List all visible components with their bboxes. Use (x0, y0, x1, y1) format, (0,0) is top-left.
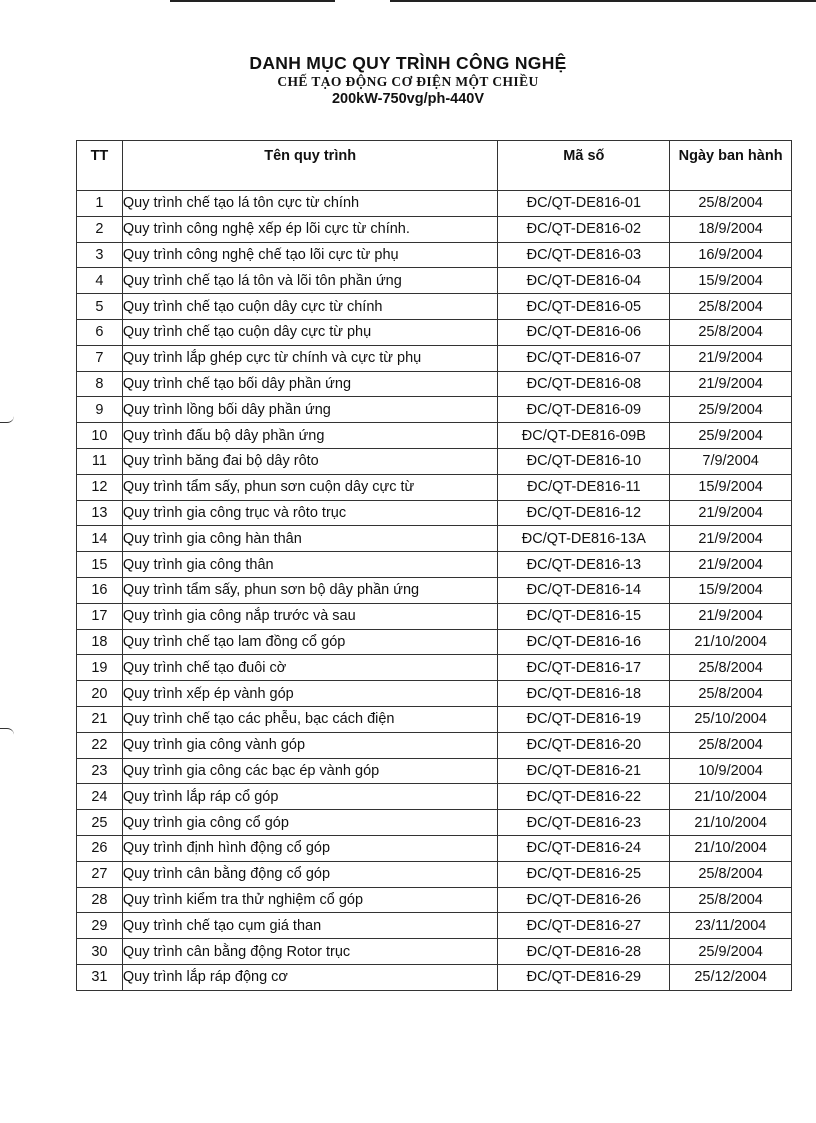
procedure-code: ĐC/QT-DE816-25 (498, 861, 670, 887)
issue-date: 25/10/2004 (670, 706, 792, 732)
procedure-name: Quy trình xếp ép vành góp (122, 681, 498, 707)
table-row (77, 397, 792, 423)
document-header (0, 52, 816, 109)
procedure-name: Quy trình tẩm sấy, phun sơn cuộn dây cực từ (122, 474, 498, 500)
procedure-code: ĐC/QT-DE816-21 (498, 758, 670, 784)
issue-date: 21/9/2004 (670, 526, 792, 552)
procedure-name: Quy trình công nghệ xếp ép lõi cực từ chính. (122, 216, 498, 242)
row-number: 13 (77, 500, 123, 526)
document-spec: 200kW-750vg/ph-440V (331, 91, 485, 107)
table-row (77, 552, 792, 578)
row-number: 16 (77, 577, 123, 603)
table-row (77, 191, 792, 217)
top-rule-left (170, 0, 335, 2)
procedure-name: Quy trình lắp ghép cực từ chính và cực từ phụ (122, 345, 498, 371)
row-number: 28 (77, 887, 123, 913)
procedure-name: Quy trình định hình động cổ góp (122, 835, 498, 861)
procedure-name: Quy trình lắp ráp cổ góp (122, 784, 498, 810)
row-number: 21 (77, 706, 123, 732)
issue-date: 15/9/2004 (670, 577, 792, 603)
margin-mark-upper (0, 416, 14, 423)
procedure-code: ĐC/QT-DE816-04 (498, 268, 670, 294)
issue-date: 16/9/2004 (670, 242, 792, 268)
issue-date: 18/9/2004 (670, 216, 792, 242)
procedure-name: Quy trình chế tạo các phễu, bạc cách điện (122, 706, 498, 732)
table-row (77, 913, 792, 939)
table-row (77, 706, 792, 732)
table-row (77, 861, 792, 887)
table-row (77, 448, 792, 474)
procedure-name: Quy trình chế tạo cuộn dây cực từ chính (122, 294, 498, 320)
procedure-code: ĐC/QT-DE816-01 (498, 191, 670, 217)
table-row (77, 345, 792, 371)
procedure-name: Quy trình chế tạo lam đồng cổ góp (122, 629, 498, 655)
table-row (77, 423, 792, 449)
procedure-name: Quy trình cân bằng động cổ góp (122, 861, 498, 887)
procedure-code: ĐC/QT-DE816-03 (498, 242, 670, 268)
row-number: 25 (77, 810, 123, 836)
procedure-code: ĐC/QT-DE816-26 (498, 887, 670, 913)
table-row (77, 500, 792, 526)
table-header-row (77, 141, 792, 191)
row-number: 9 (77, 397, 123, 423)
issue-date: 25/8/2004 (670, 732, 792, 758)
issue-date: 21/9/2004 (670, 603, 792, 629)
issue-date: 21/10/2004 (670, 810, 792, 836)
table-row (77, 681, 792, 707)
issue-date: 23/11/2004 (670, 913, 792, 939)
table-row (77, 526, 792, 552)
row-number: 24 (77, 784, 123, 810)
issue-date: 25/8/2004 (670, 191, 792, 217)
issue-date: 21/10/2004 (670, 835, 792, 861)
table-row (77, 887, 792, 913)
issue-date: 15/9/2004 (670, 474, 792, 500)
procedure-code: ĐC/QT-DE816-02 (498, 216, 670, 242)
row-number: 23 (77, 758, 123, 784)
row-number: 29 (77, 913, 123, 939)
procedure-name: Quy trình cân bằng động Rotor trục (122, 939, 498, 965)
procedure-code: ĐC/QT-DE816-07 (498, 345, 670, 371)
procedure-name: Quy trình lắp ráp động cơ (122, 964, 498, 990)
row-number: 31 (77, 964, 123, 990)
row-number: 10 (77, 423, 123, 449)
issue-date: 7/9/2004 (670, 448, 792, 474)
procedure-name: Quy trình gia công cổ góp (122, 810, 498, 836)
row-number: 4 (77, 268, 123, 294)
procedure-code: ĐC/QT-DE816-11 (498, 474, 670, 500)
row-number: 8 (77, 371, 123, 397)
issue-date: 21/9/2004 (670, 552, 792, 578)
issue-date: 21/9/2004 (670, 371, 792, 397)
issue-date: 21/10/2004 (670, 784, 792, 810)
procedure-name: Quy trình chế tạo cụm giá than (122, 913, 498, 939)
table-row (77, 268, 792, 294)
row-number: 15 (77, 552, 123, 578)
procedure-name: Quy trình công nghệ chế tạo lõi cực từ phụ (122, 242, 498, 268)
issue-date: 10/9/2004 (670, 758, 792, 784)
procedure-code: ĐC/QT-DE816-14 (498, 577, 670, 603)
document-subtitle: CHẾ TẠO ĐỘNG CƠ ĐIỆN MỘT CHIỀU (277, 74, 539, 89)
document-title: DANH MỤC QUY TRÌNH CÔNG NGHỆ (249, 53, 567, 73)
column-header-code: Mã số (498, 141, 670, 191)
row-number: 12 (77, 474, 123, 500)
procedure-code: ĐC/QT-DE816-28 (498, 939, 670, 965)
row-number: 27 (77, 861, 123, 887)
row-number: 22 (77, 732, 123, 758)
procedure-name: Quy trình lồng bối dây phần ứng (122, 397, 498, 423)
table-row (77, 216, 792, 242)
row-number: 6 (77, 319, 123, 345)
procedure-code: ĐC/QT-DE816-24 (498, 835, 670, 861)
procedure-name: Quy trình chế tạo đuôi cờ (122, 655, 498, 681)
procedure-code: ĐC/QT-DE816-06 (498, 319, 670, 345)
procedure-name: Quy trình gia công hàn thân (122, 526, 498, 552)
procedure-name: Quy trình gia công các bạc ép vành góp (122, 758, 498, 784)
row-number: 7 (77, 345, 123, 371)
procedure-code: ĐC/QT-DE816-05 (498, 294, 670, 320)
procedure-table (76, 140, 792, 991)
table-row (77, 371, 792, 397)
procedure-code: ĐC/QT-DE816-13A (498, 526, 670, 552)
procedure-name: Quy trình tẩm sấy, phun sơn bộ dây phần ứng (122, 577, 498, 603)
table-row (77, 939, 792, 965)
procedure-name: Quy trình chế tạo cuộn dây cực từ phụ (122, 319, 498, 345)
row-number: 3 (77, 242, 123, 268)
procedure-code: ĐC/QT-DE816-16 (498, 629, 670, 655)
issue-date: 25/12/2004 (670, 964, 792, 990)
procedure-name: Quy trình gia công trục và rôto trục (122, 500, 498, 526)
table-body (77, 191, 792, 991)
procedure-name: Quy trình kiểm tra thử nghiệm cổ góp (122, 887, 498, 913)
issue-date: 21/9/2004 (670, 345, 792, 371)
procedure-code: ĐC/QT-DE816-19 (498, 706, 670, 732)
procedure-name: Quy trình gia công thân (122, 552, 498, 578)
issue-date: 25/8/2004 (670, 681, 792, 707)
column-header-date: Ngày ban hành (670, 141, 792, 191)
procedure-code: ĐC/QT-DE816-12 (498, 500, 670, 526)
top-rule-right (390, 0, 816, 2)
procedure-code: ĐC/QT-DE816-18 (498, 681, 670, 707)
table-row (77, 603, 792, 629)
table-row (77, 784, 792, 810)
row-number: 5 (77, 294, 123, 320)
procedure-code: ĐC/QT-DE816-23 (498, 810, 670, 836)
row-number: 11 (77, 448, 123, 474)
row-number: 14 (77, 526, 123, 552)
procedure-name: Quy trình đấu bộ dây phần ứng (122, 423, 498, 449)
table-row (77, 964, 792, 990)
issue-date: 25/8/2004 (670, 861, 792, 887)
procedure-name: Quy trình gia công vành góp (122, 732, 498, 758)
issue-date: 25/9/2004 (670, 423, 792, 449)
table-row (77, 242, 792, 268)
row-number: 2 (77, 216, 123, 242)
row-number: 17 (77, 603, 123, 629)
margin-mark-lower (0, 728, 14, 735)
row-number: 19 (77, 655, 123, 681)
row-number: 1 (77, 191, 123, 217)
procedure-name: Quy trình gia công nắp trước và sau (122, 603, 498, 629)
table-row (77, 810, 792, 836)
procedure-code: ĐC/QT-DE816-17 (498, 655, 670, 681)
procedure-code: ĐC/QT-DE816-27 (498, 913, 670, 939)
procedure-code: ĐC/QT-DE816-13 (498, 552, 670, 578)
procedure-name: Quy trình chế tạo lá tôn cực từ chính (122, 191, 498, 217)
row-number: 20 (77, 681, 123, 707)
issue-date: 15/9/2004 (670, 268, 792, 294)
table-row (77, 294, 792, 320)
table-row (77, 577, 792, 603)
table-row (77, 474, 792, 500)
procedure-name: Quy trình băng đai bộ dây rôto (122, 448, 498, 474)
procedure-name: Quy trình chế tạo bối dây phần ứng (122, 371, 498, 397)
column-header-name: Tên quy trình (122, 141, 498, 191)
issue-date: 21/9/2004 (670, 500, 792, 526)
table-row (77, 835, 792, 861)
procedure-code: ĐC/QT-DE816-09B (498, 423, 670, 449)
column-header-tt: TT (77, 141, 123, 191)
row-number: 26 (77, 835, 123, 861)
issue-date: 21/10/2004 (670, 629, 792, 655)
table-row (77, 319, 792, 345)
issue-date: 25/8/2004 (670, 319, 792, 345)
procedure-code: ĐC/QT-DE816-09 (498, 397, 670, 423)
table-row (77, 732, 792, 758)
row-number: 18 (77, 629, 123, 655)
procedure-code: ĐC/QT-DE816-10 (498, 448, 670, 474)
procedure-code: ĐC/QT-DE816-22 (498, 784, 670, 810)
procedure-code: ĐC/QT-DE816-20 (498, 732, 670, 758)
procedure-code: ĐC/QT-DE816-08 (498, 371, 670, 397)
issue-date: 25/8/2004 (670, 887, 792, 913)
row-number: 30 (77, 939, 123, 965)
table-row (77, 758, 792, 784)
procedure-code: ĐC/QT-DE816-29 (498, 964, 670, 990)
procedure-code: ĐC/QT-DE816-15 (498, 603, 670, 629)
table-row (77, 629, 792, 655)
issue-date: 25/8/2004 (670, 294, 792, 320)
procedure-name: Quy trình chế tạo lá tôn và lõi tôn phần ứng (122, 268, 498, 294)
issue-date: 25/9/2004 (670, 397, 792, 423)
issue-date: 25/8/2004 (670, 655, 792, 681)
table-row (77, 655, 792, 681)
issue-date: 25/9/2004 (670, 939, 792, 965)
